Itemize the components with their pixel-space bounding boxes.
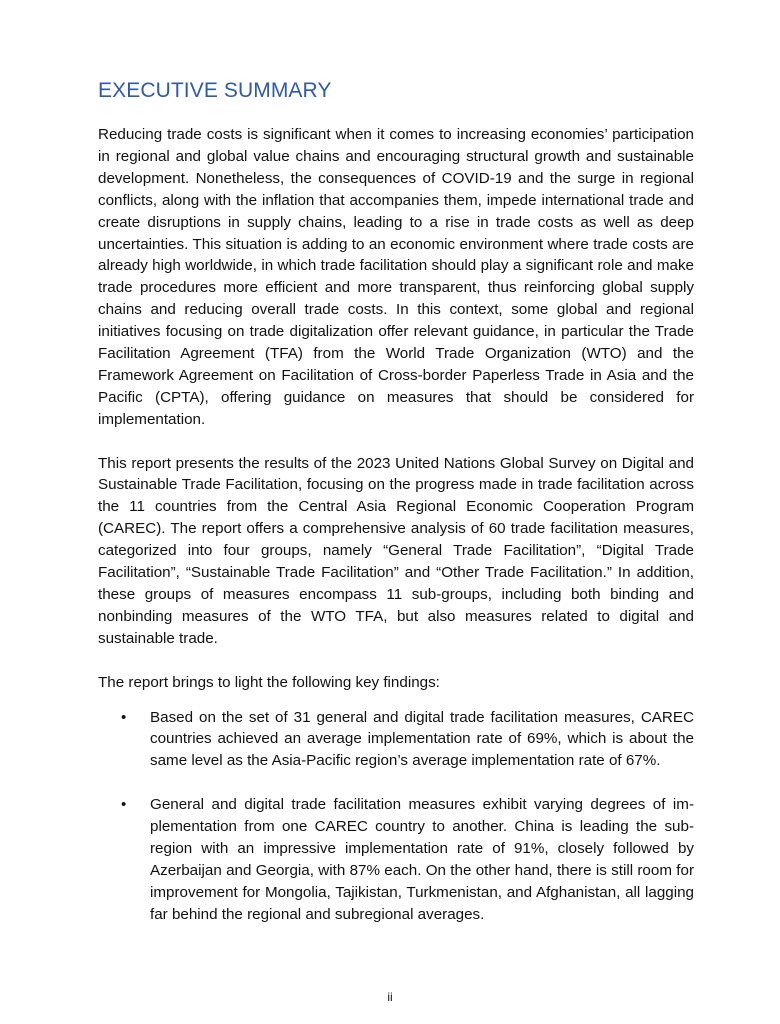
bullet-icon: • <box>121 796 127 814</box>
finding-text: General and digital trade facilitation measures exhibit varying degrees of implementation from one CAREC country to another. China is leading the subregion with an impressive implementation rate of 91%, closely followed by Azerbaijan and Georgia, with 87% each. On the other hand, there is still room for improvement for Mongolia, Tajikistan, Turkmenistan, and Afghanistan, all lagging far behind the regional and subregional averages. <box>150 796 694 923</box>
paragraph-intro: Reducing trade costs is significant when it comes to increasing economies’ participation in regional and global value chains and encouraging structural growth and sustainable development. Nonetheless, the consequences of COVID-19 and the surge in regional conflicts, along with the inflation that accompanies them, impede international trade and create disruptions in supply chains, leading to a rise in trade costs as well as deep uncertainties. This situation is adding to an economic environment where trade costs are already high worldwide, in which trade facilitation should play a significant role and make trade procedures more efficient and more transparent, thus reinforcing global supply chains and reducing overall trade costs. In this context, some global and regional initiatives focusing on trade digitalization offer relevant guidance, in particular the Trade Facilitation Agreement (TFA) from the World Trade Organization (WTO) and the Framework Agreement on Facilitation of Cross-border Paperless Trade in Asia and the Pacific (CPTA), offering guidance on measures that should be considered for implementation. <box>98 126 694 428</box>
section-heading: EXECUTIVE SUMMARY <box>98 79 332 102</box>
list-item <box>98 707 694 773</box>
body-content <box>98 124 694 926</box>
finding-text: Based on the set of 31 general and digital trade facilitation measures, CAREC countries achieved an average implementation rate of 69%, which is about the same level as the Asia-Pacific region’s average implementation rate of 67%. <box>150 708 694 770</box>
list-item <box>98 794 694 925</box>
page-number: ii <box>387 990 393 1004</box>
paragraph-findings-intro: The report brings to light the following key findings: <box>98 673 440 691</box>
bullet-icon: • <box>121 708 127 726</box>
paragraph-report-overview: This report presents the results of the 2023 United Nations Global Survey on Digital and Sustainable Trade Facilitation, focusing on the progress made in trade facilitation across the 11 countries from the Central Asia Regional Economic Cooperation Program (CAREC). The report offers a comprehensive analysis of 60 trade facilitation measures, categorized into four groups, namely “General Trade Facilitation”, “Digital Trade Facilitation”, “Sustainable Trade Facilitation” and “Other Trade Facilitation.” In addition, these groups of measures encompass 11 sub-groups, including both binding and nonbinding measures of the WTO TFA, but also measures related to digital and sustainable trade. <box>98 454 694 647</box>
key-findings-list <box>98 707 694 926</box>
